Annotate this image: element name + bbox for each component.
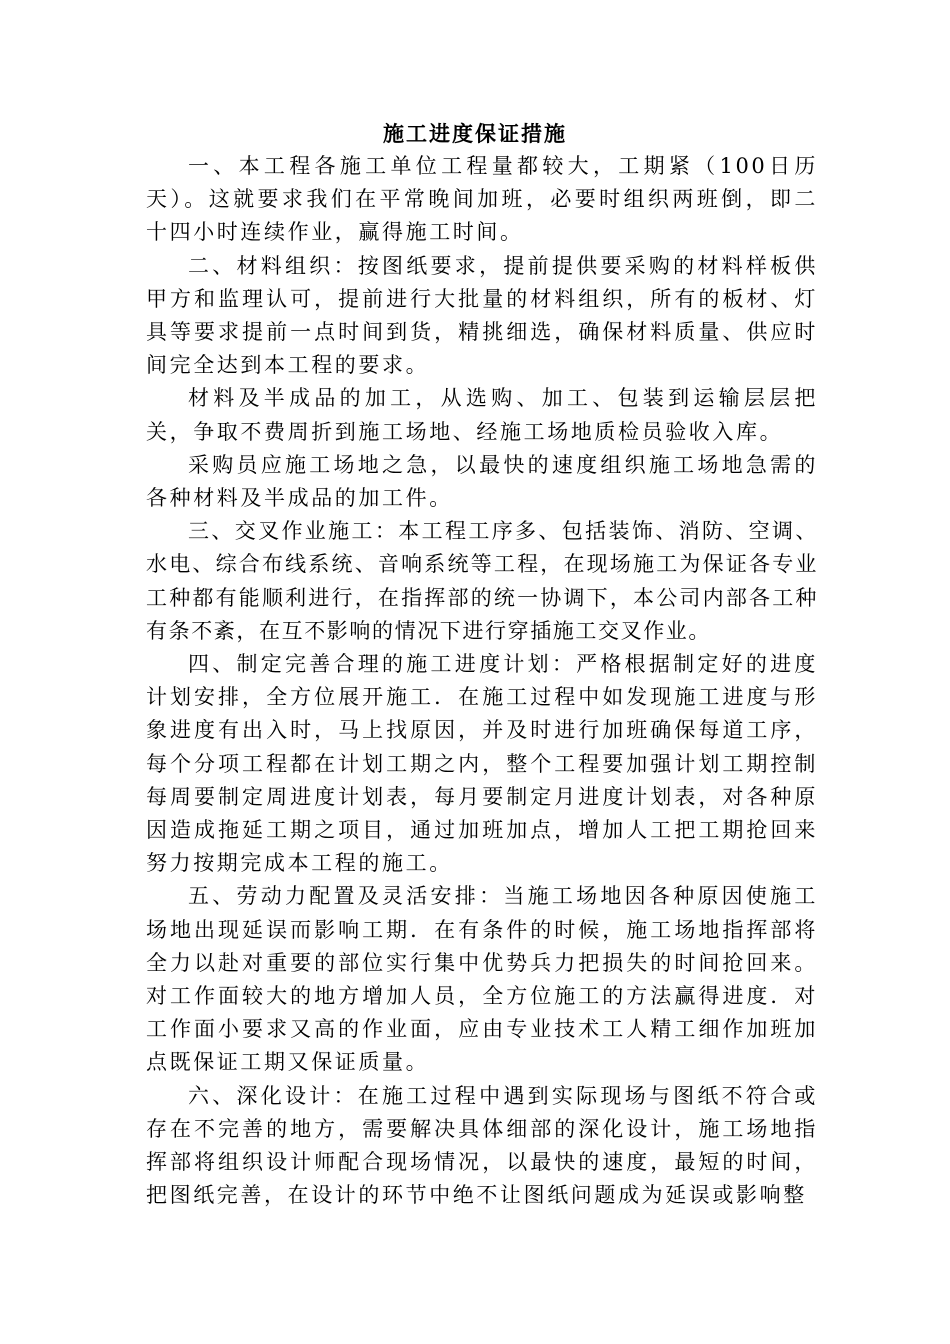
paragraph-8: 六、深化设计：在施工过程中遇到实际现场与图纸不符合或存在不完善的地方，需要解决具体细部的深化设计，施工场地指挥部将组织设计师配合现场情况，以最快的速度，最短的时间，把图纸完善，在设计的环节中绝不让图纸问题成为延误或影响整 (146, 1083, 818, 1208)
paragraph-2: 二、材料组织：按图纸要求，提前提供要采购的材料样板供甲方和监理认可，提前进行大批量的材料组织，所有的板材、灯具等要求提前一点时间到货，精挑细选，确保材料质量、供应时间完全达到本工程的要求。 (146, 253, 818, 378)
paragraph-4: 采购员应施工场地之急，以最快的速度组织施工场地急需的各种材料及半成品的加工件。 (146, 452, 818, 511)
paragraph-5: 三、交叉作业施工：本工程工序多、包括装饰、消防、空调、水电、综合布线系统、音响系统等工程，在现场施工为保证各专业工种都有能顺利进行，在指挥部的统一协调下，本公司内部各工种有条不紊，在互不影响的情况下进行穿插施工交叉作业。 (146, 519, 818, 643)
paragraph-7: 五、劳动力配置及灵活安排：当施工场地因各种原因使施工场地出现延误而影响工期．在有条件的时候，施工场地指挥部将全力以赴对重要的部位实行集中优势兵力把损失的时间抢回来。对工作面较大的地方增加人员，全方位施工的方法赢得进度．对工作面小要求又高的作业面，应由专业技术工人精工细作加班加点既保证工期又保证质量。 (146, 884, 818, 1075)
document-body (146, 150, 818, 1213)
paragraph-6: 四、制定完善合理的施工进度计划：严格根据制定好的进度计划安排，全方位展开施工．在施工过程中如发现施工进度与形象进度有出入时，马上找原因，并及时进行加班确保每道工序，每个分项工程都在计划工期之内，整个工程要加强计划工期控制每周要制定周进度计划表，每月要制定月进度计划表，对各种原因造成拖延工期之项目，通过加班加点，增加人工把工期抢回来努力按期完成本工程的施工。 (146, 652, 818, 876)
document-title: 施工进度保证措施 (383, 121, 567, 146)
paragraph-1: 一、本工程各施工单位工程量都较大，工期紧（100日历天）。这就要求我们在平常晚间加班，必要时组织两班倒，即二十四小时连续作业，赢得施工时间。 (146, 154, 818, 245)
paragraph-3: 材料及半成品的加工，从选购、加工、包装到运输层层把关，争取不费周折到施工场地、经施工场地质检员验收入库。 (146, 386, 818, 444)
